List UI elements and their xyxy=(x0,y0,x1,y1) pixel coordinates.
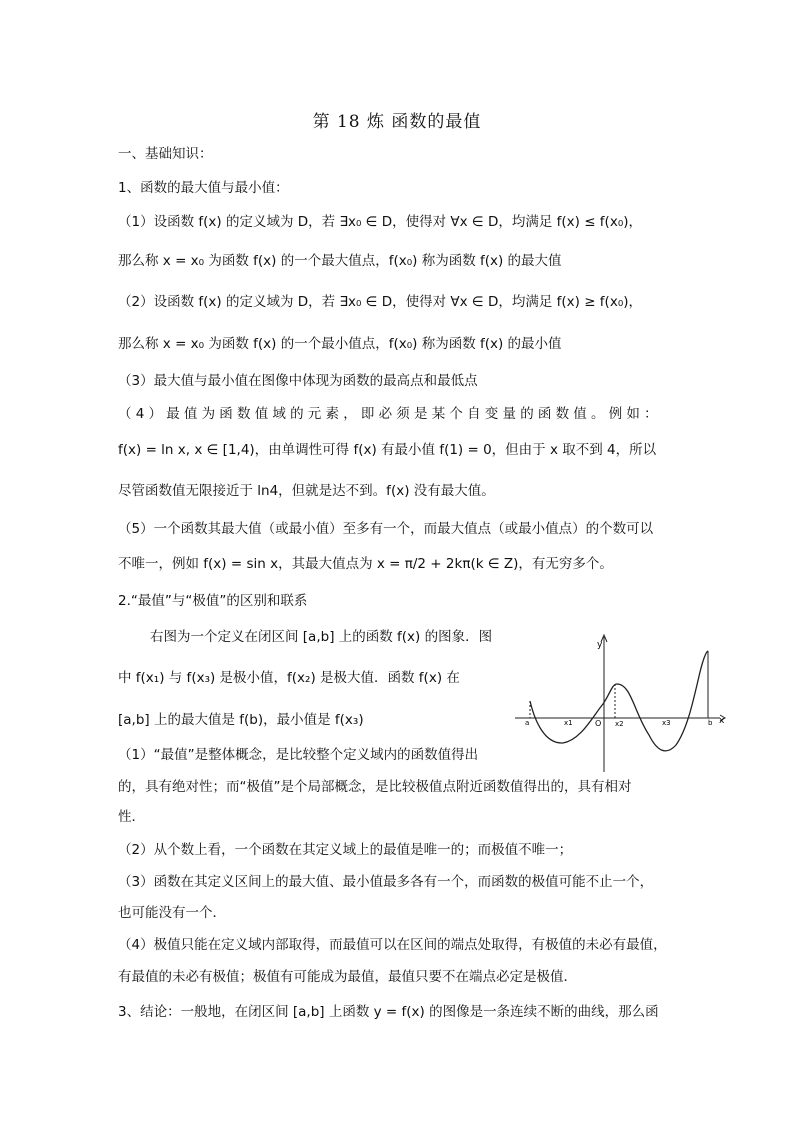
paragraph-line: （1）设函数 f(x) 的定义域为 D，若 ∃x₀ ∈ D，使得对 ∀x ∈ D，均满足 f(x) ≤ f(x₀)， xyxy=(118,214,642,230)
paragraph-line: [a,b] 上的最大值是 f(b)，最小值是 f(x₃) xyxy=(118,712,364,728)
paragraph-line: 不唯一，例如 f(x) = sin x，其最大值点为 x = π/2 + 2kπ(k ∈ Z)，有无穷多个。 xyxy=(118,556,613,572)
paragraph-line: 3、结论：一般地，在闭区间 [a,b] 上函数 y = f(x) 的图像是一条连续不断的曲线，那么函 xyxy=(118,1004,659,1020)
x1-label: x1 xyxy=(564,719,573,727)
paragraph-line: 尽管函数值无限接近于 ln4，但就是达不到。f(x) 没有最大值。 xyxy=(118,483,495,499)
paragraph-line: 那么称 x = x₀ 为函数 f(x) 的一个最小值点，f(x₀) 称为函数 f(x) 的最小值 xyxy=(118,336,562,352)
section-heading-basics: 一、基础知识： xyxy=(118,146,213,162)
origin-label: O xyxy=(595,719,602,728)
paragraph-line: （3）函数在其定义区间上的最大值、最小值最多各有一个，而函数的极值可能不止一个， xyxy=(118,874,654,890)
function-curve xyxy=(530,651,708,751)
paragraph-line: （4）极值只能在定义域内部取得，而最值可以在区间的端点处取得，有极值的未必有最值， xyxy=(118,937,667,953)
x2-label: x2 xyxy=(615,720,624,728)
paragraph-line: 右图为一个定义在闭区间 [a,b] 上的函数 f(x) 的图象．图 xyxy=(150,629,493,645)
paragraph-line: （5）一个函数其最大值（或最小值）至多有一个，而最大值点（或最小值点）的个数可以 xyxy=(118,521,654,537)
paragraph-line: 的，具有绝对性；而“极值”是个局部概念，是比较极值点附近函数值得出的，具有相对 xyxy=(118,779,632,795)
subsection-heading-max-min: 1、函数的最大值与最小值： xyxy=(118,180,289,196)
function-graph xyxy=(515,627,730,772)
paragraph-line: （2）设函数 f(x) 的定义域为 D，若 ∃x₀ ∈ D，使得对 ∀x ∈ D，均满足 f(x) ≥ f(x₀)， xyxy=(118,294,642,310)
paragraph-line: （3）最大值与最小值在图像中体现为函数的最高点和最低点 xyxy=(118,373,478,389)
paragraph-line: f(x) = ln x, x ∈ [1,4)，由单调性可得 f(x) 有最小值 f(1) = 0，但由于 x 取不到 4，所以 xyxy=(118,442,657,458)
paragraph-line: 中 f(x₁) 与 f(x₃) 是极小值，f(x₂) 是极大值．函数 f(x) 在 xyxy=(118,670,460,686)
x-axis-label: x xyxy=(719,716,725,726)
paragraph-line: （1）“最值”是整体概念，是比较整个定义域内的函数值得出 xyxy=(118,747,479,763)
b-label: b xyxy=(708,719,713,727)
paragraph-line: （4）最值为函数值域的元素，即必须是某个自变量的函数值。例如： xyxy=(118,406,662,422)
paragraph-line: 性． xyxy=(118,809,145,825)
paragraph-line: （2）从个数上看，一个函数在其定义域上的最值是唯一的；而极值不唯一； xyxy=(118,842,573,858)
y-axis-label: y xyxy=(597,640,603,650)
a-label: a xyxy=(525,719,530,727)
subsection-heading-extremum: 2.“最值”与“极值”的区别和联系 xyxy=(118,593,308,609)
page-title: 第 18 炼 函数的最值 xyxy=(312,112,482,132)
paragraph-line: 有最值的未必有极值；极值有可能成为最值，最值只要不在端点必定是极值． xyxy=(118,969,577,985)
paragraph-line: 那么称 x = x₀ 为函数 f(x) 的一个最大值点，f(x₀) 称为函数 f(x) 的最大值 xyxy=(118,253,562,269)
x3-label: x3 xyxy=(662,719,671,727)
paragraph-line: 也可能没有一个． xyxy=(118,905,226,921)
